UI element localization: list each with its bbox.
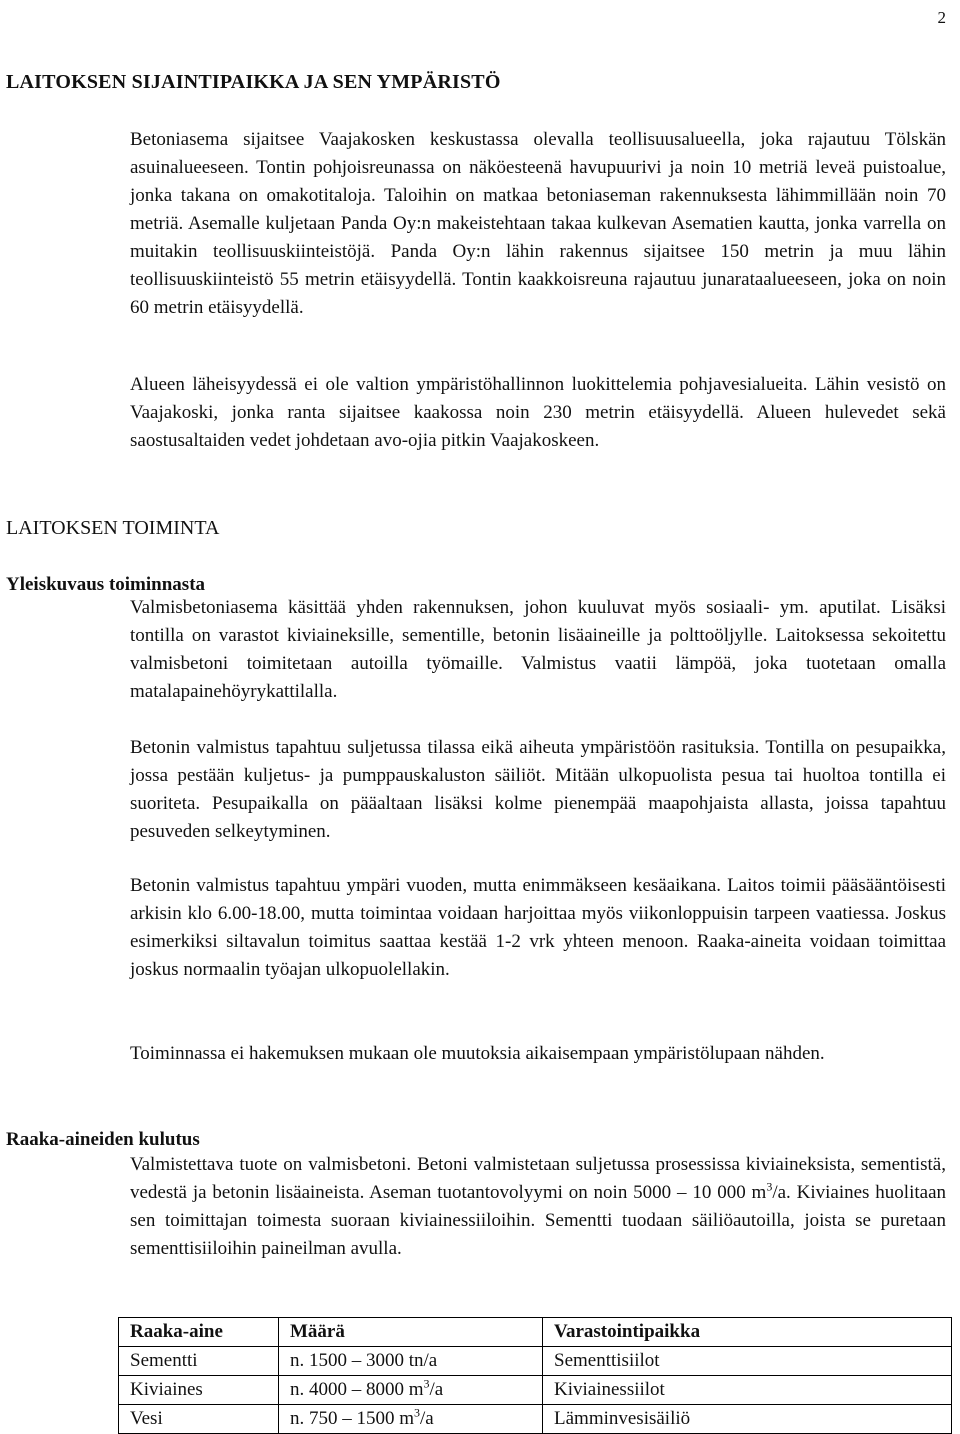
paragraph-raw-materials bbox=[130, 1151, 946, 1263]
table-row bbox=[119, 1376, 952, 1405]
cell-material: Vesi bbox=[119, 1405, 279, 1434]
cell-material: Sementti bbox=[119, 1347, 279, 1376]
cell-storage: Lämminvesisäiliö bbox=[543, 1405, 952, 1434]
header-amount: Määrä bbox=[279, 1318, 543, 1347]
raw-materials-table bbox=[118, 1317, 952, 1434]
header-material: Raaka-aine bbox=[119, 1318, 279, 1347]
cell-storage: Sementtisiilot bbox=[543, 1347, 952, 1376]
paragraph-overview-2: Betonin valmistus tapahtuu suljetussa tilassa eikä aiheuta ympäristöön rasituksia. Tontilla on pesupaikka, jossa pestään kuljetus- ja pumppauskaluston säiliöt. Mitään ulkopuolista pesua tai huoltoa tontilla ei suoriteta. Pesupaikalla on pääaltaan lisäksi kolme pienempää maapohjaista allasta, joissa tapahtuu pesuveden selkeytyminen. bbox=[130, 737, 946, 842]
cell-amount bbox=[279, 1405, 543, 1434]
paragraph-overview-3: Betonin valmistus tapahtuu ympäri vuoden, mutta enimmäkseen kesäaikana. Laitos toimii pääsääntöisesti arkisin klo 6.00-18.00, mutta toimintaa voidaan harjoittaa myös viikonloppuisin tarpeen vaatiessa. Joskus esimerkiksi siltavalun toimitus saattaa kestää 1-2 vrk yhteen menoon. Raaka-aineita voidaan toimittaa joskus normaalin työajan ulkopuolellakin. bbox=[130, 875, 946, 980]
cell-amount bbox=[279, 1347, 543, 1376]
cell-amount-text: n. 750 – 1500 m bbox=[290, 1408, 415, 1429]
table-row bbox=[119, 1405, 952, 1434]
paragraph-raw-materials-part2: /a. Kiviaines huolitaan sen toimittajan toimesta suoraan kiviainessiiloihin. Sementti tuodaan säiliöautoilla, joista se puretaan sementtisiiloihin paineilman avulla. bbox=[130, 1182, 946, 1259]
superscript-3: 3 bbox=[766, 1179, 773, 1194]
cell-storage: Kiviainessiilot bbox=[543, 1376, 952, 1405]
superscript-3: 3 bbox=[423, 1376, 430, 1391]
section-heading-operations: LAITOKSEN TOIMINTA bbox=[6, 517, 220, 539]
paragraph-location: Betoniasema sijaitsee Vaajakosken keskustassa olevalla teollisuusalueella, joka rajautuu Tölskän asuinalueeseen. Tontin pohjoisreunassa on näköesteenä havupuurivi ja noin 10 metriä leveä puistoalue, jonka takana on omakotitaloja. Taloihin on matkaa betoniaseman rakennuksesta lähimmillään noin 70 metriä. Asemalle kuljetaan Panda Oy:n makeistehtaan takaa kulkevan Asematien kautta, jonka varrella on muitakin teollisuuskiinteistöjä. Panda Oy:n lähin rakennus sijaitsee 150 metrin ja muu lähin teollisuuskiinteistö 55 metrin etäisyydellä. Tontin kaakkoisreuna rajautuu junarataalueeseen, joka on noin 60 metrin etäisyydellä. bbox=[130, 129, 946, 318]
superscript-3: 3 bbox=[414, 1405, 421, 1420]
cell-amount-suffix: /a bbox=[429, 1379, 444, 1400]
cell-material: Kiviaines bbox=[119, 1376, 279, 1405]
subheading-raw-materials: Raaka-aineiden kulutus bbox=[6, 1129, 200, 1150]
cell-amount bbox=[279, 1376, 543, 1405]
cell-amount-suffix: /a bbox=[420, 1408, 434, 1429]
paragraph-overview-1: Valmisbetoniasema käsittää yhden rakennuksen, johon kuuluvat myös sosiaali- ym. aputilat. Lisäksi tontilla on varastot kiviaineksille, sementille, betonin lisäaineille ja polttoöljylle. Laitoksessa sekoitettu valmisbetoni toimitetaan autoilla työmaille. Valmistus vaatii lämpöä, joka tuotetaan omalla matalapainehöyrykattilalla. bbox=[130, 597, 946, 702]
paragraph-overview-4: Toiminnassa ei hakemuksen mukaan ole muutoksia aikaisempaan ympäristölupaan nähden. bbox=[130, 1043, 825, 1064]
cell-amount-text: n. 1500 – 3000 tn/a bbox=[290, 1350, 438, 1371]
section-heading-location: LAITOKSEN SIJAINTIPAIKKA JA SEN YMPÄRISTÖ bbox=[6, 71, 501, 93]
subheading-overview: Yleiskuvaus toiminnasta bbox=[6, 574, 206, 595]
paragraph-raw-materials-part1: Valmistettava tuote on valmisbetoni. Betoni valmistetaan suljetussa prosessissa kiviaineksista, sementistä, vedestä ja betonin lisäaineista. Aseman tuotantovolyymi on noin 5000 – 10 000 m bbox=[130, 1154, 946, 1203]
table-row bbox=[119, 1347, 952, 1376]
cell-amount-text: n. 4000 – 8000 m bbox=[290, 1379, 424, 1400]
table-header-row bbox=[119, 1318, 952, 1347]
page-number: 2 bbox=[937, 8, 946, 27]
paragraph-groundwater: Alueen läheisyydessä ei ole valtion ympäristöhallinnon luokittelemia pohjavesialueita. Lähin vesistö on Vaajakoski, jonka ranta sijaitsee kaakossa noin 230 metrin etäisyydellä. Alueen hulevedet sekä saostusaltaiden vedet johdetaan avo-ojia pitkin Vaajakoskeen. bbox=[130, 374, 946, 451]
header-storage: Varastointipaikka bbox=[543, 1318, 952, 1347]
